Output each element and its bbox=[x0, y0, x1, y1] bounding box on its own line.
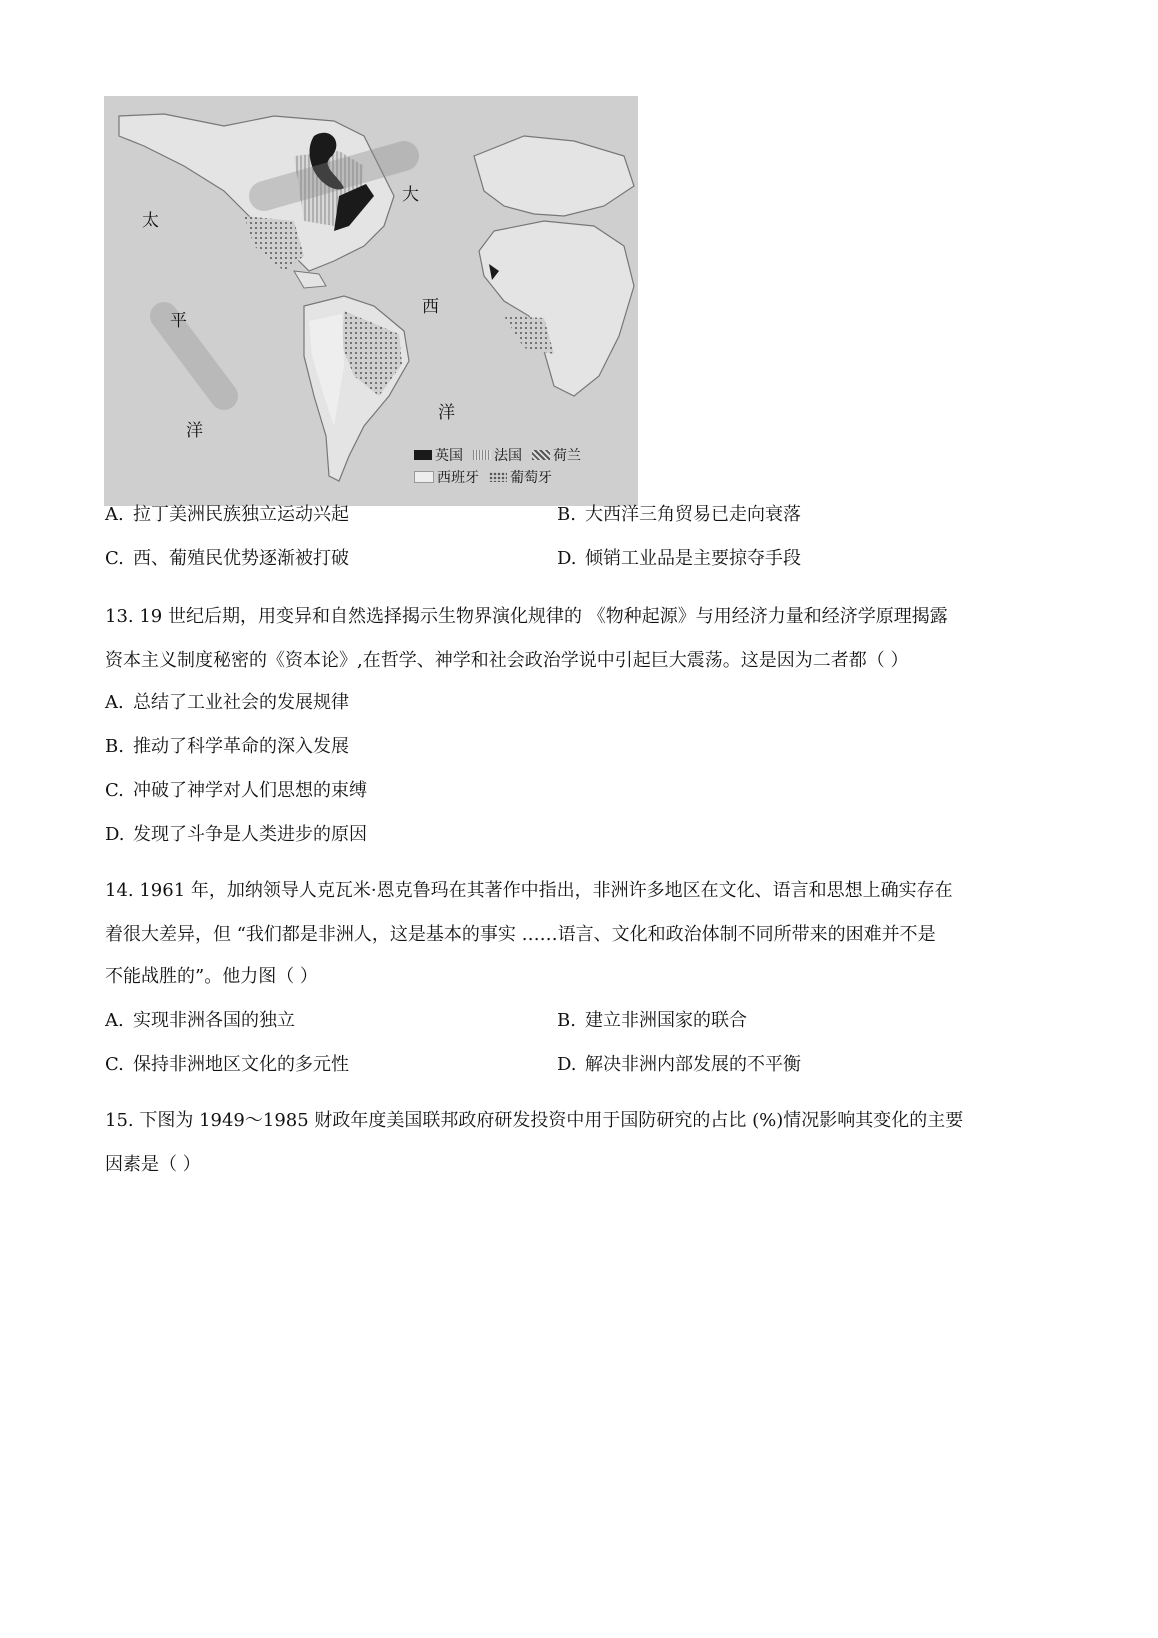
pacific-label-2: 平 bbox=[170, 311, 187, 331]
q14-stem-line-1: 14. 1961 年，加纳领导人克瓦米·恩克鲁玛在其著作中指出，非洲许多地区在文化、语言和思想上确实存在 bbox=[105, 880, 953, 901]
q14-option-b[interactable] bbox=[557, 1008, 747, 1034]
q13-stem-line-2: 资本主义制度秘密的《资本论》,在哲学、神学和社会政治学说中引起巨大震荡。这是因为二者都（ ） bbox=[105, 650, 909, 671]
option-text: 拉丁美洲民族独立运动兴起 bbox=[133, 504, 349, 525]
option-text: 冲破了神学对人们思想的束缚 bbox=[133, 780, 367, 801]
q13-option-b[interactable] bbox=[105, 734, 349, 760]
option-text: 建立非洲国家的联合 bbox=[585, 1010, 747, 1031]
option-key: D. bbox=[557, 548, 577, 569]
q13-option-d[interactable] bbox=[105, 822, 367, 848]
map-legend bbox=[414, 444, 624, 488]
option-key: B. bbox=[557, 1010, 576, 1031]
q14-option-d[interactable] bbox=[557, 1052, 801, 1078]
q12-option-b[interactable] bbox=[557, 502, 801, 528]
atlantic-label-2: 西 bbox=[422, 297, 439, 317]
q13-stem-line-1: 13. 19 世纪后期，用变异和自然选择揭示生物界演化规律的 《物种起源》与用经济力量和经济学原理揭露 bbox=[105, 606, 948, 627]
pacific-label-1: 太 bbox=[142, 211, 159, 231]
legend-row-1 bbox=[414, 444, 624, 466]
legend-label: 西班牙 bbox=[437, 470, 479, 486]
option-key: C. bbox=[105, 548, 124, 569]
legend-swatch bbox=[414, 471, 434, 483]
legend-row-2 bbox=[414, 466, 624, 488]
option-key: D. bbox=[557, 1054, 577, 1075]
option-key: D. bbox=[105, 824, 125, 845]
q15-stem-line-1: 15. 下图为 1949～1985 财政年度美国联邦政府研发投资中用于国防研究的占比 (%)情况影响其变化的主要 bbox=[105, 1110, 964, 1131]
q15-stem-line-2: 因素是（ ） bbox=[105, 1154, 201, 1175]
option-text: 解决非洲内部发展的不平衡 bbox=[585, 1054, 801, 1075]
atlantic-label-3: 洋 bbox=[438, 403, 455, 423]
option-key: B. bbox=[557, 504, 576, 525]
q13-option-a[interactable] bbox=[105, 690, 349, 716]
pacific-label-3: 洋 bbox=[186, 421, 203, 441]
option-key: B. bbox=[105, 736, 124, 757]
option-key: A. bbox=[105, 504, 124, 525]
option-text: 大西洋三角贸易已走向衰落 bbox=[585, 504, 801, 525]
legend-item-spain bbox=[414, 467, 479, 487]
legend-swatch bbox=[414, 450, 432, 460]
option-key: A. bbox=[105, 692, 124, 713]
legend-swatch bbox=[489, 472, 507, 482]
legend-swatch bbox=[532, 450, 550, 460]
option-key: C. bbox=[105, 780, 124, 801]
option-text: 推动了科学革命的深入发展 bbox=[133, 736, 349, 757]
legend-item-britain bbox=[414, 445, 463, 465]
q14-stem-line-3: 不能战胜的”。他力图（ ） bbox=[105, 966, 318, 987]
legend-label: 英国 bbox=[435, 448, 463, 464]
legend-swatch bbox=[473, 450, 491, 460]
q12-option-a[interactable] bbox=[105, 502, 349, 528]
legend-label: 法国 bbox=[494, 448, 522, 464]
legend-item-france bbox=[473, 445, 522, 465]
q13-option-c[interactable] bbox=[105, 778, 367, 804]
q12-option-d[interactable] bbox=[557, 546, 801, 572]
colonial-map-figure bbox=[104, 96, 638, 506]
q14-option-c[interactable] bbox=[105, 1052, 349, 1078]
q14-option-a[interactable] bbox=[105, 1008, 295, 1034]
option-text: 发现了斗争是人类进步的原因 bbox=[133, 824, 367, 845]
legend-item-netherlands bbox=[532, 445, 581, 465]
option-text: 实现非洲各国的独立 bbox=[133, 1010, 295, 1031]
q12-option-c[interactable] bbox=[105, 546, 349, 572]
legend-label: 荷兰 bbox=[553, 448, 581, 464]
option-text: 倾销工业品是主要掠夺手段 bbox=[585, 548, 801, 569]
legend-label: 葡萄牙 bbox=[510, 470, 552, 486]
option-text: 保持非洲地区文化的多元性 bbox=[133, 1054, 349, 1075]
option-key: C. bbox=[105, 1054, 124, 1075]
legend-item-portugal bbox=[489, 467, 552, 487]
option-key: A. bbox=[105, 1010, 124, 1031]
atlantic-label-1: 大 bbox=[402, 185, 419, 205]
option-text: 西、葡殖民优势逐渐被打破 bbox=[133, 548, 349, 569]
q14-stem-line-2: 着很大差异，但 “我们都是非洲人，这是基本的事实 ……语言、文化和政治体制不同所带来的困难并不是 bbox=[105, 924, 936, 945]
option-text: 总结了工业社会的发展规律 bbox=[133, 692, 349, 713]
